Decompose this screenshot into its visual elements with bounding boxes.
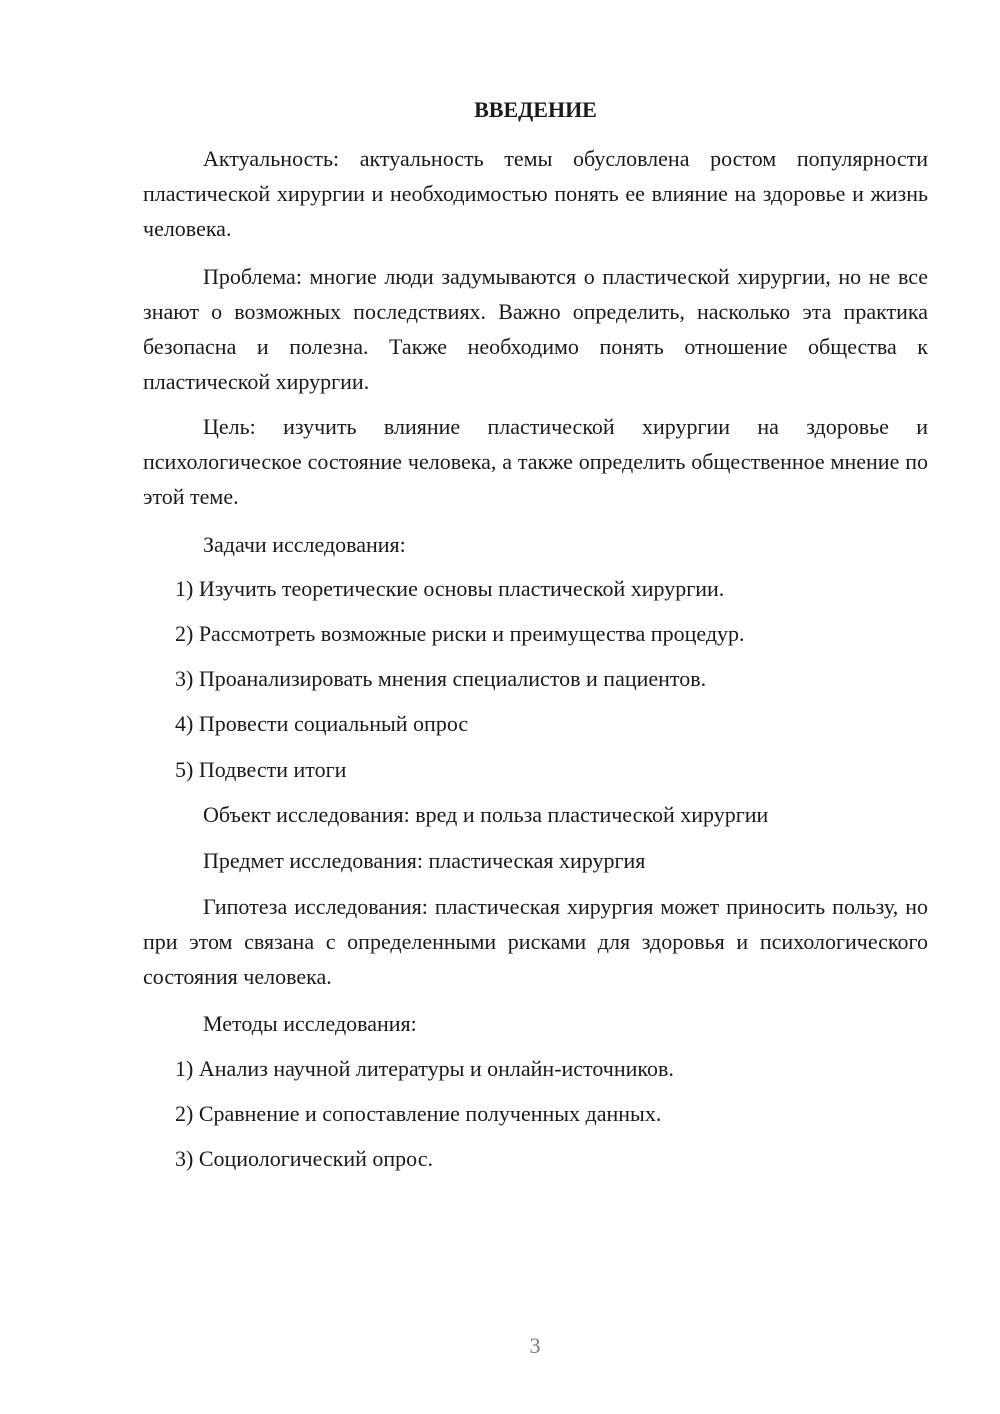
goal-paragraph: Цель: изучить влияние пластической хирургии на здоровье и психологическое состояние человека, а также определить общественное мнение по этой теме. [143,414,928,509]
method-item: 3) Социологический опрос. [175,1146,433,1171]
page-title: ВВЕДЕНИЕ [474,97,597,122]
subject-line: Предмет исследования: пластическая хирургия [203,848,646,873]
object-line: Объект исследования: вред и польза пластической хирургии [203,802,769,827]
relevance-paragraph: Актуальность: актуальность темы обусловлена ростом популярности пластической хирургии и необходимостью понять ее влияние на здоровье и жизнь человека. [143,146,928,241]
task-item: 1) Изучить теоретические основы пластической хирургии. [175,576,725,601]
method-item: 1) Анализ научной литературы и онлайн-источников. [175,1056,674,1081]
method-item: 2) Сравнение и сопоставление полученных данных. [175,1101,662,1126]
task-item: 4) Провести социальный опрос [175,711,469,736]
problem-paragraph: Проблема: многие люди задумываются о пластической хирургии, но не все знают о возможных последствиях. Важно определить, насколько эта практика безопасна и полезна. Также необходимо понять отношение общества к пластической хирургии. [143,264,928,394]
task-item: 2) Рассмотреть возможные риски и преимущества процедур. [175,621,745,646]
methods-heading: Методы исследования: [203,1011,417,1036]
task-item: 5) Подвести итоги [175,757,347,782]
page-number: 3 [529,1333,541,1358]
hypothesis-paragraph: Гипотеза исследования: пластическая хирургия может приносить пользу, но при этом связана с определенными рисками для здоровья и психологического состояния человека. [143,894,928,989]
task-item: 3) Проанализировать мнения специалистов и пациентов. [175,666,707,691]
tasks-heading: Задачи исследования: [203,532,406,557]
